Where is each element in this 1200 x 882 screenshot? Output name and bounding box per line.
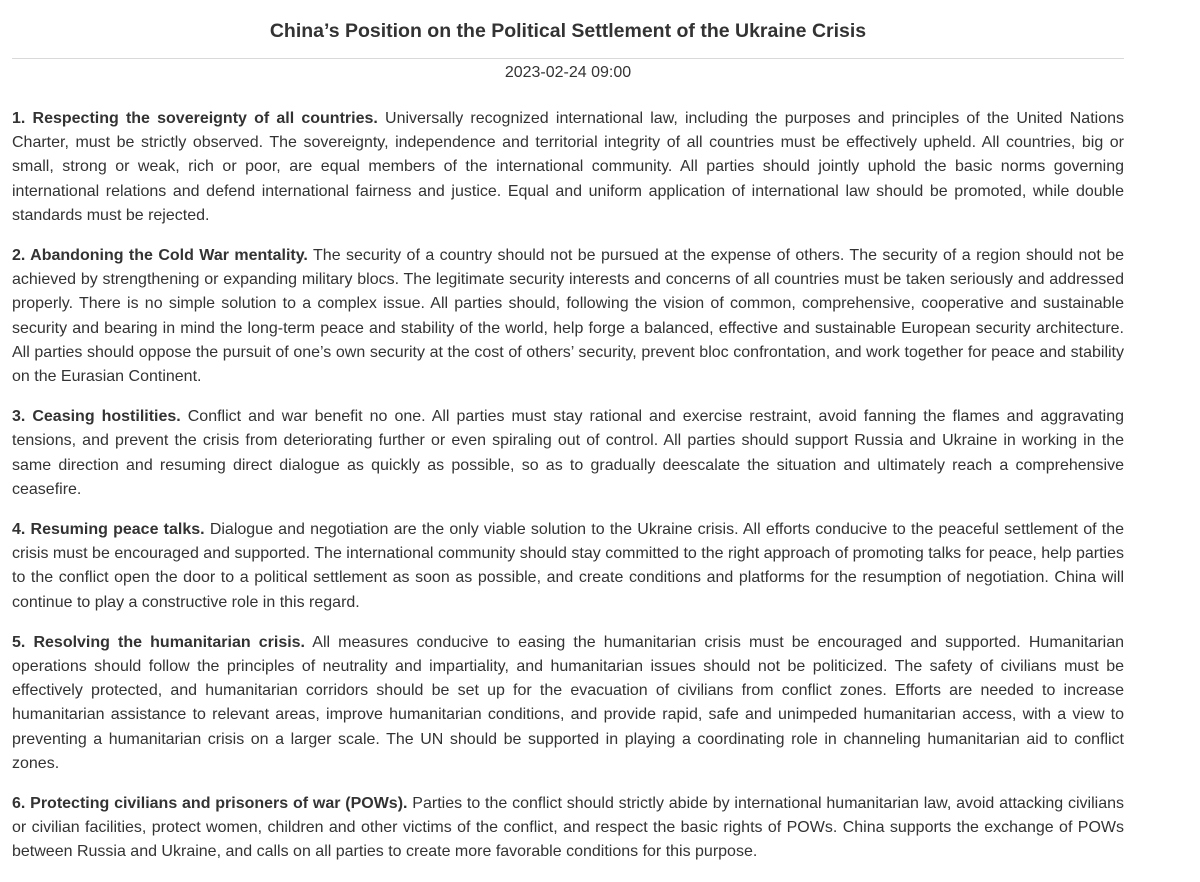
article-title: China’s Position on the Political Settlement of the Ukraine Crisis xyxy=(12,0,1124,59)
paragraph-heading: 2. Abandoning the Cold War mentality. xyxy=(12,247,308,265)
article-body xyxy=(12,107,1124,865)
paragraph-heading: 1. Respecting the sovereignty of all countries. xyxy=(12,110,378,127)
paragraph-3 xyxy=(12,405,1124,502)
publish-date: 2023-02-24 09:00 xyxy=(504,64,632,81)
paragraph-5 xyxy=(12,631,1124,776)
paragraph-heading: 4. Resuming peace talks. xyxy=(12,521,205,539)
paragraph-text: The security of a country should not be pursued at the expense of others. The security of a region should not be achieved by strengthening or expanding military blocs. The legitimate security interests and concerns of all countries must be taken seriously and addressed properly. There is no simple solution to a complex issue. All parties should, following the vision of common, comprehensive, cooperative and sustainable security and bearing in mind the long-term peace and stability of the world, help forge a balanced, effective and sustainable European security architecture. All parties should oppose the pursuit of one’s own security at the cost of others’ security, prevent bloc confrontation, and work together for peace and stability on the Eurasian Continent. xyxy=(12,247,1125,386)
paragraph-text: Parties to the conflict should strictly abide by international humanitarian law, avoid attacking civilians or civilian facilities, protect women, children and other victims of the conflict, and respect the basic rights of POWs. China supports the exchange of POWs between Russia and Ukraine, and calls on all parties to create more favorable conditions for this purpose. xyxy=(12,795,1124,861)
paragraph-heading: 5. Resolving the humanitarian crisis. xyxy=(12,633,306,651)
paragraph-6 xyxy=(12,792,1124,865)
paragraph-heading: 3. Ceasing hostilities. xyxy=(12,408,181,426)
paragraph-text: Conflict and war benefit no one. All parties must stay rational and exercise restraint, avoid fanning the flames and aggravating tensions, and prevent the crisis from deteriorating further or even spiraling out of control. All parties should support Russia and Ukraine in working in the same direction and resuming direct dialogue as quickly as possible, so as to gradually deescalate the situation and ultimately reach a comprehensive ceasefire. xyxy=(12,408,1125,498)
paragraph-text: Universally recognized international law, including the purposes and principles of the United Nations Charter, must be strictly observed. The sovereignty, independence and territorial integrity of all countries must be effectively upheld. All countries, big or small, strong or weak, rich or poor, are equal members of the international community. All parties should jointly uphold the basic norms governing international relations and defend international fairness and justice. Equal and uniform application of international law should be promoted, while double standards must be rejected. xyxy=(12,110,1125,224)
paragraph-text: Dialogue and negotiation are the only viable solution to the Ukraine crisis. All efforts conducive to the peaceful settlement of the crisis must be encouraged and supported. The international community should stay committed to the right approach of promoting talks for peace, help parties to the conflict open the door to a political settlement as soon as possible, and create conditions and platforms for the resumption of negotiation. China will continue to play a constructive role in this regard. xyxy=(12,521,1124,611)
article xyxy=(12,0,1124,865)
paragraph-heading: 6. Protecting civilians and prisoners of war (POWs). xyxy=(12,795,408,813)
paragraph-2 xyxy=(12,244,1124,389)
paragraph-4 xyxy=(12,518,1124,615)
paragraph-text: All measures conducive to easing the humanitarian crisis must be encouraged and supported. Humanitarian operations should follow the principles of neutrality and impartiality, and humanitarian issues should not be politicized. The safety of civilians must be effectively protected, and humanitarian corridors should be set up for the evacuation of civilians from conflict zones. Efforts are needed to increase humanitarian assistance to relevant areas, improve humanitarian conditions, and provide rapid, safe and unimpeded humanitarian access, with a view to preventing a humanitarian crisis on a larger scale. The UN should be supported in playing a coordinating role in channeling humanitarian aid to conflict zones. xyxy=(12,633,1125,772)
paragraph-1 xyxy=(12,107,1124,228)
